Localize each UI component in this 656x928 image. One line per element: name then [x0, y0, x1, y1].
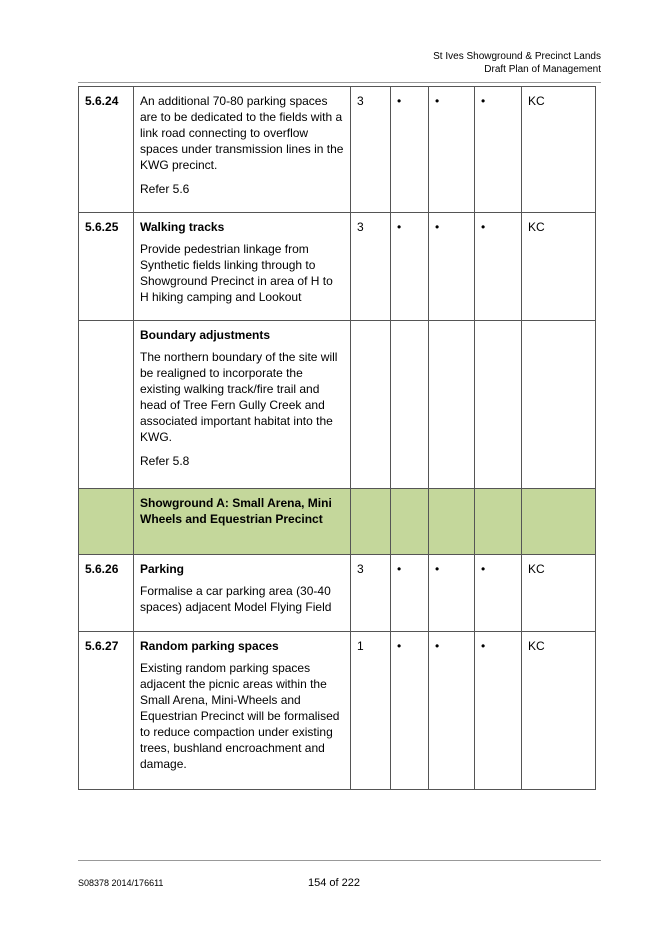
priority-cell: 3 — [351, 555, 391, 632]
item-number — [79, 489, 134, 555]
section-title: Showground A: Small Arena, Mini Wheels and Equestrian Precinct — [140, 496, 332, 526]
bullet-cell: • — [475, 87, 522, 213]
priority-cell: 3 — [351, 87, 391, 213]
table-row — [79, 555, 596, 632]
action-plan-table — [78, 86, 596, 790]
footer-divider — [78, 860, 601, 861]
empty-cell — [351, 489, 391, 555]
item-description — [134, 321, 351, 489]
responsibility-cell — [522, 321, 596, 489]
header-subtitle: Draft Plan of Management — [484, 64, 601, 75]
section-header-row — [79, 489, 596, 555]
header-title: St Ives Showground & Precinct Lands — [433, 51, 601, 62]
bullet-cell: • — [429, 87, 475, 213]
table-row — [79, 632, 596, 790]
responsibility-cell: KC — [522, 632, 596, 790]
item-description — [134, 632, 351, 790]
bullet-cell: • — [429, 213, 475, 321]
item-title: Random parking spaces — [140, 639, 279, 653]
bullet-cell: • — [391, 555, 429, 632]
bullet-cell: • — [429, 555, 475, 632]
item-number — [79, 321, 134, 489]
document-reference: S08378 2014/176611 — [78, 878, 164, 888]
description-text: An additional 70-80 parking spaces are to be dedicated to the fields with a link road connecting to overflow spaces under transmission lines in the KWG precinct. — [140, 94, 344, 172]
item-number: 5.6.24 — [79, 87, 134, 213]
section-title-cell — [134, 489, 351, 555]
item-title: Walking tracks — [140, 220, 225, 234]
description-text: The northern boundary of the site will be realigned to incorporate the existing walking track/fire trail and head of Tree Fern Gully Creek and associated important habitat into the KWG. — [140, 350, 338, 444]
priority-cell: 1 — [351, 632, 391, 790]
item-title: Boundary adjustments — [140, 328, 271, 342]
responsibility-cell: KC — [522, 213, 596, 321]
bullet-cell: • — [475, 632, 522, 790]
bullet-cell: • — [429, 632, 475, 790]
item-number: 5.6.25 — [79, 213, 134, 321]
document-header — [433, 50, 601, 76]
item-number: 5.6.27 — [79, 632, 134, 790]
bullet-cell: • — [475, 213, 522, 321]
item-description — [134, 87, 351, 213]
table-row — [79, 321, 596, 489]
page-number: 154 of 222 — [308, 877, 360, 889]
responsibility-cell: KC — [522, 555, 596, 632]
bullet-cell — [391, 321, 429, 489]
reference-text: Refer 5.8 — [140, 454, 190, 468]
empty-cell — [522, 489, 596, 555]
description-text: Provide pedestrian linkage from Synthetic fields linking through to Showground Precinct in area of H to H hiking camping and Lookout — [140, 242, 333, 304]
empty-cell — [429, 489, 475, 555]
bullet-cell: • — [391, 632, 429, 790]
item-title: Parking — [140, 562, 185, 576]
bullet-cell: • — [391, 87, 429, 213]
header-divider — [78, 82, 601, 83]
bullet-cell — [475, 321, 522, 489]
item-description — [134, 555, 351, 632]
priority-cell — [351, 321, 391, 489]
bullet-cell — [429, 321, 475, 489]
bullet-cell: • — [391, 213, 429, 321]
responsibility-cell: KC — [522, 87, 596, 213]
table-row — [79, 213, 596, 321]
description-text: Existing random parking spaces adjacent the picnic areas within the Small Arena, Mini-Wheels and Equestrian Precinct will be formalised to reduce compaction under existing trees, bushland encroachment and damage. — [140, 661, 340, 771]
reference-text: Refer 5.6 — [140, 182, 190, 196]
item-description — [134, 213, 351, 321]
empty-cell — [391, 489, 429, 555]
description-text: Formalise a car parking area (30-40 spaces) adjacent Model Flying Field — [140, 584, 332, 614]
item-number: 5.6.26 — [79, 555, 134, 632]
bullet-cell: • — [475, 555, 522, 632]
empty-cell — [475, 489, 522, 555]
table-row — [79, 87, 596, 213]
priority-cell: 3 — [351, 213, 391, 321]
